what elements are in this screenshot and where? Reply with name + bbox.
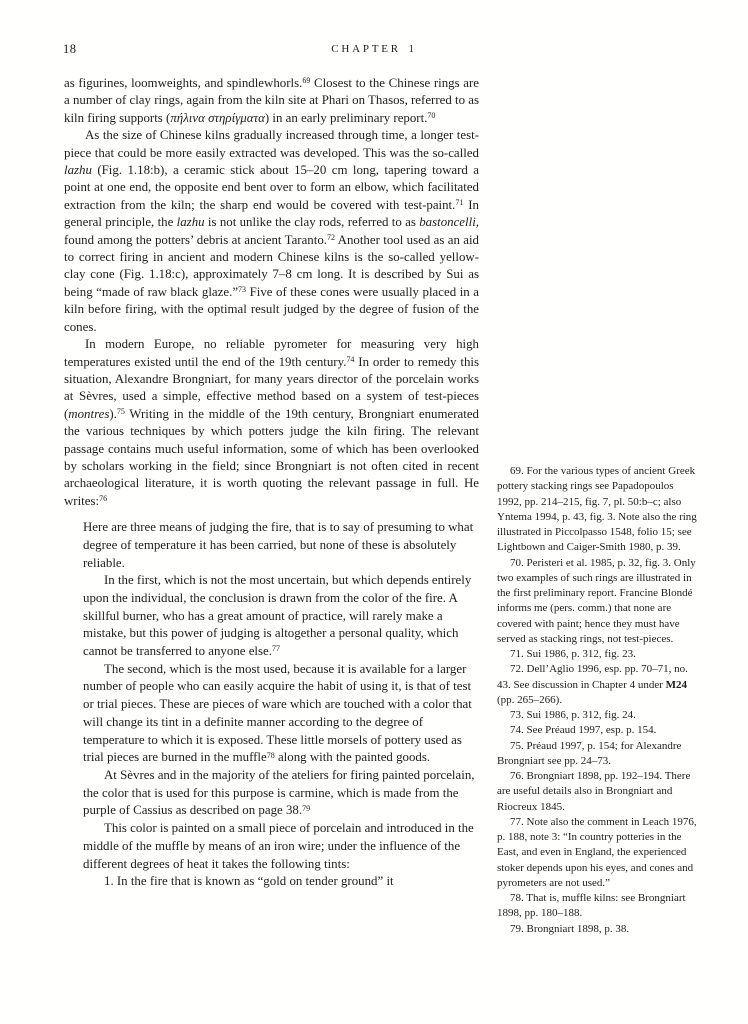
text-run: Another tool used as an aid to correct firing in ancient and modern Chinese kilns is the so-called yellow-clay cone (Fig. 1.18:c), approximately 7–8 cm long. It is described by Sui as being “made of raw black glaze.”: [64, 232, 479, 299]
text-run: In order to remedy this situation, Alexandre Brongniart, for many years director of the porcelain works at Sèvres, used a simple, effective method based on a system of test-pieces (: [64, 354, 479, 421]
footnote-ref: 78: [266, 750, 275, 760]
footnote-ref: 69: [302, 76, 311, 86]
text-run: 79. Brongniart 1898, p. 38.: [510, 922, 630, 935]
text-run: 70. Peristeri et al. 1985, p. 32, fig. 3. Only two examples of such rings are illustrated in the first preliminary report. Francine Blondé informs me (pers. comm.) that none are covered with paint; hence they must have served as stacking rings, not test-pieces.: [497, 556, 696, 645]
text-run: ) in an early preliminary report.: [264, 110, 428, 125]
footnote-72: [497, 662, 697, 708]
paragraph-continuation: [64, 75, 479, 127]
footnote-78: [497, 891, 697, 922]
text-run: is not unlike the clay rods, referred to as: [204, 215, 420, 230]
text-run: Writing in the middle of the 19th century, Brongniart enumerated the various techniques by which potters judge the kiln firing. The relevant passage contains much useful information, some of which has been overlooked by scholars working in the field; since Brongniart is not often cited in recent archaeological literature, it is worth quoting the relevant passage in full. He writes:: [64, 406, 479, 508]
quote-paragraph-3: [83, 661, 479, 767]
text-run: The second, which is the most used, because it is available for a larger number of people who can easily acquire the habit of using it, is that of test or trial pieces. These are pieces of ware which are touched with a color that will change its tint in a definite manner according to the degree of temperature to which it is exposed. These little morsels of pottery used as trial pieces are burned in the muffle: [83, 661, 472, 765]
quote-paragraph-2: [83, 572, 479, 661]
text-run: 76. Brongniart 1898, pp. 192–194. There are useful details also in Brongniart and Riocreux 1845.: [497, 770, 691, 813]
text-run: Closest to the Chinese rings are a number of clay rings, again from the kiln site at Phari on Thasos, referred to as kiln firing supports (: [64, 76, 480, 125]
text-run: Five of these cones were usually placed in a kiln before firing, with the optimal result judged by the degree of fusion of the cones.: [64, 284, 479, 334]
footnote-73: [497, 708, 697, 723]
text-run: (pp. 265–266).: [497, 693, 563, 706]
text-run: found among the potters’ debris at ancient Taranto.: [64, 232, 328, 247]
footnotes-column: [497, 464, 697, 937]
text-run: 71. Sui 1986, p. 312, fig. 23.: [510, 648, 636, 660]
quote-paragraph-4: [83, 767, 479, 820]
footnote-ref: 74: [346, 354, 355, 364]
text-run: montres: [68, 406, 110, 421]
text-run: Here are three means of judging the fire, that is to say of presuming to what degree of temperature it has been carried, but none of these is absolutely reliable.: [83, 520, 474, 570]
footnote-ref: 79: [302, 803, 311, 813]
paragraph-lazhu: [64, 127, 479, 336]
footnote-ref: 70: [427, 111, 436, 121]
quote-paragraph-6: [83, 873, 479, 891]
text-run: As the size of Chinese kilns gradually increased through time, a longer test-piece that could be more easily extracted was developed. This was the so-called: [64, 128, 479, 160]
quote-paragraph-1: [83, 519, 479, 572]
text-run: In general principle, the: [64, 197, 479, 230]
text-run: 78. That is, muffle kilns: see Brongniart 1898, pp. 180–188.: [497, 892, 686, 920]
text-run: πήλινα στηρίγματα: [170, 110, 265, 125]
text-run: In the first, which is not the most uncertain, but which depends entirely upon the individual, the conclusion is drawn from the color of the fire. A skillful burner, who has a great amount of practice, will rarely make a mistake, but this power of judging is altogether a personal quality, which cannot be transferred to anyone else.: [83, 573, 472, 659]
text-run: M24: [665, 678, 688, 691]
text-run: 75. Préaud 1997, p. 154; for Alexandre Brongniart see pp. 24–73.: [497, 739, 682, 767]
text-run: as figurines, loomweights, and spindlewhorls.: [64, 76, 303, 90]
footnote-ref: 77: [271, 644, 280, 654]
running-head: CHAPTER 1: [331, 43, 417, 55]
footnote-ref: 73: [238, 285, 247, 295]
text-run: In modern Europe, no reliable pyrometer for measuring very high temperatures existed until the end of the 19th century.: [64, 337, 479, 369]
footnote-ref: 72: [327, 233, 335, 243]
main-text-column: [64, 75, 479, 891]
text-run: This color is painted on a small piece of porcelain and introduced in the middle of the muffle by means of an iron wire; under the influence of the different degrees of heat it takes the following tints:: [83, 821, 474, 871]
text-run: At Sèvres and in the majority of the ateliers for firing painted porcelain, the color that is used for this purpose is carmine, which is made from the purple of Cassius as described on page 38.: [83, 768, 475, 818]
footnote-71: [497, 647, 697, 662]
text-run: 73. Sui 1986, p. 312, fig. 24.: [510, 709, 636, 721]
text-run: 72. Dell’Aglio 1996, esp. pp. 70–71, no. 43. See discussion in Chapter 4 under: [497, 663, 688, 691]
text-run: 77. Note also the comment in Leach 1976, p. 188, note 3: “In country potteries in the East, and even in England, the experienced stoker depends upon his eyes, and cones and pyrometers are not used.”: [497, 815, 697, 889]
text-run: (Fig. 1.18:b), a ceramic stick about 15–20 cm long, tapering toward a point at one end, the opposite end bent over to form an elbow, which facilitated extraction from the kiln; the sharp end would be covered with test-paint.: [64, 163, 479, 212]
footnote-ref: 71: [455, 198, 464, 208]
footnote-ref: 76: [99, 494, 108, 504]
footnote-76: [497, 769, 697, 815]
text-run: bastoncelli,: [419, 215, 479, 230]
text-run: lazhu: [64, 163, 92, 178]
page-number: 18: [63, 42, 77, 56]
footnote-70: [497, 556, 697, 648]
footnote-74: [497, 723, 697, 738]
text-run: 1. In the fire that is known as “gold on tender ground” it: [104, 874, 394, 889]
footnote-ref: 75: [116, 407, 125, 417]
footnote-77: [497, 815, 697, 891]
text-run: 69. For the various types of ancient Greek pottery stacking rings see Papadopoulos 1992, pp. 214–215, fig. 7, pl. 50:b–c; also Yntema 1994, p. 43, fig. 3. Note also the ring illustrated in Piccolpasso 1548, folio 15; see Lightbown and Caiger-Smith 1980, p. 39.: [497, 465, 697, 554]
quote-paragraph-5: [83, 820, 479, 873]
footnote-79: [497, 922, 697, 937]
footnote-69: [497, 464, 697, 556]
text-run: 74. See Préaud 1997, esp. p. 154.: [510, 724, 657, 737]
text-run: along with the painted goods.: [274, 750, 431, 765]
footnote-75: [497, 739, 697, 770]
text-run: ).: [109, 406, 117, 421]
paragraph-brongniart: [64, 336, 479, 510]
text-run: lazhu: [176, 215, 205, 230]
